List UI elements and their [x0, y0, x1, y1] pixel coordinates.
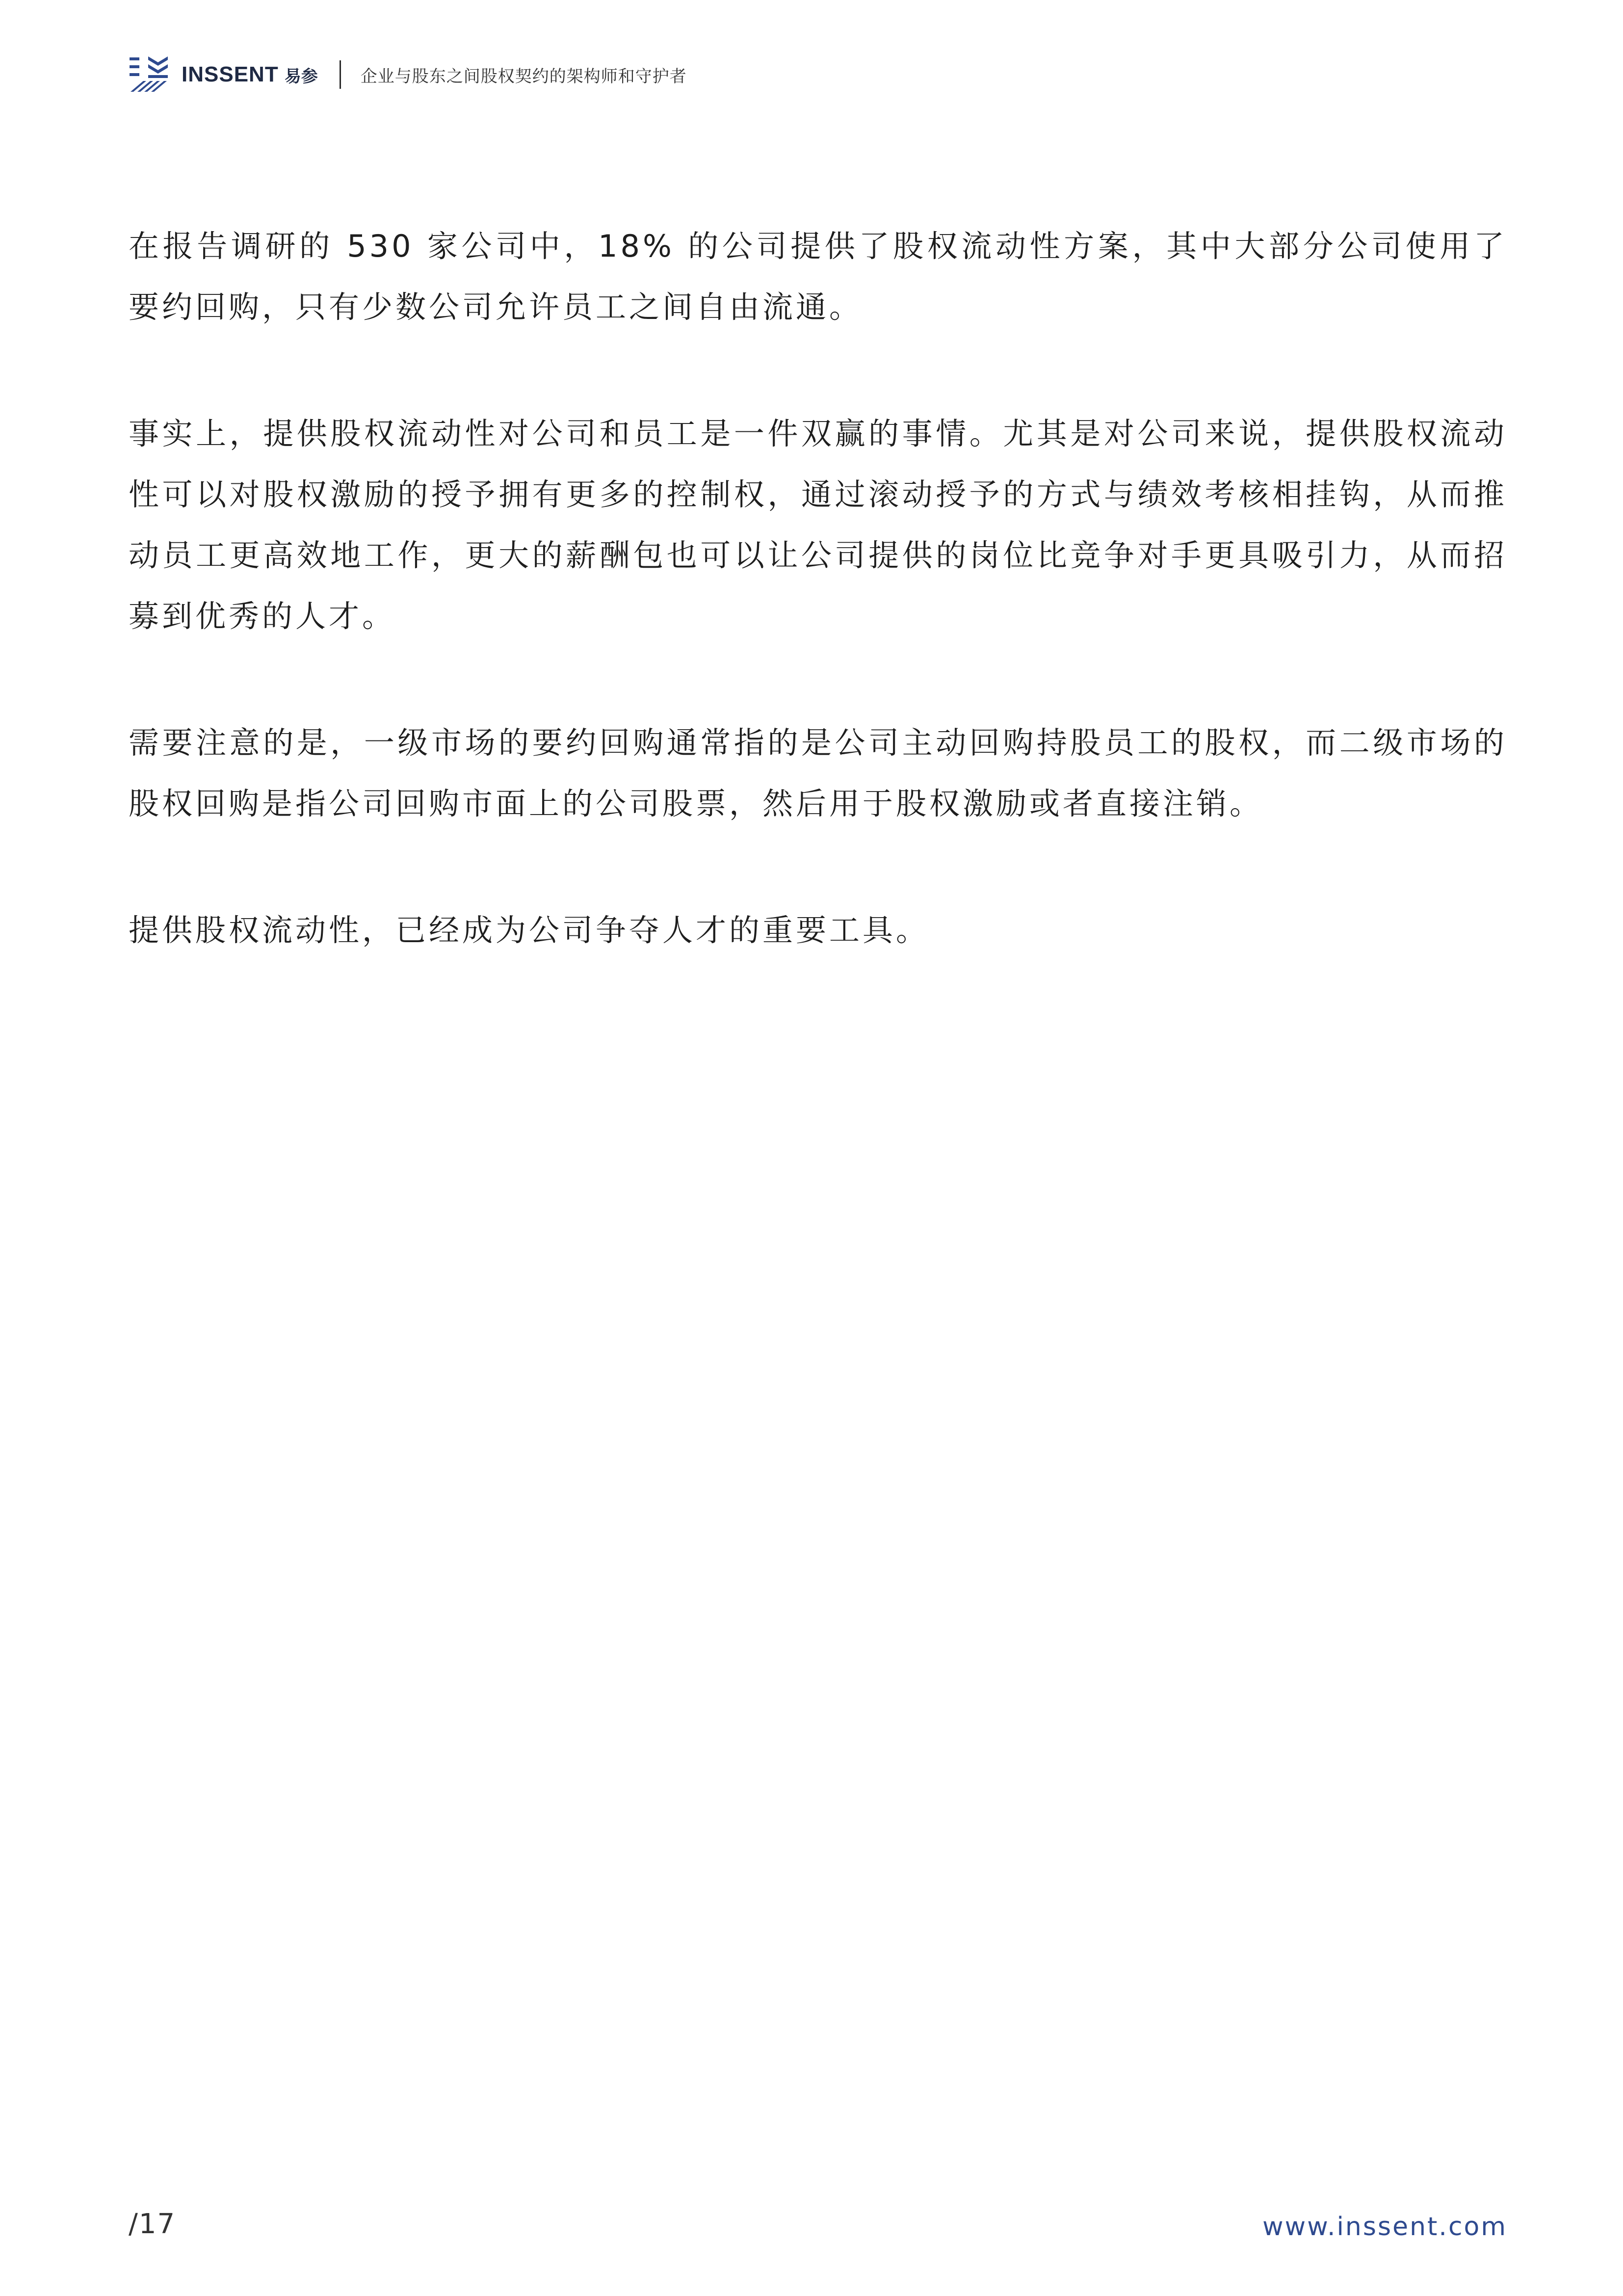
page-number: /17	[129, 2208, 176, 2240]
paragraph: 需要注意的是，一级市场的要约回购通常指的是公司主动回购持股员工的股权，而二级市场的股权回购是指公司回购市面上的公司股票，然后用于股权激励或者直接注销。	[129, 725, 1507, 821]
brand-name: INSSENT	[182, 62, 279, 86]
paragraph: 提供股权流动性，已经成为公司争夺人才的重要工具。	[129, 912, 930, 948]
insent-logo-icon	[129, 54, 169, 95]
website-link[interactable]: www.inssent.com	[1262, 2212, 1507, 2242]
page-header	[129, 55, 687, 94]
body-text	[129, 216, 1507, 1027]
paragraph: 在报告调研的 530 家公司中，18% 的公司提供了股权流动性方案，其中大部分公司使用了要约回购，只有少数公司允许员工之间自由流通。	[129, 228, 1507, 325]
header-tagline: 企业与股东之间股权契约的架构师和守护者	[360, 66, 687, 86]
paragraph: 事实上，提供股权流动性对公司和员工是一件双赢的事情。尤其是对公司来说，提供股权流动性可以对股权激励的授予拥有更多的控制权，通过滚动授予的方式与绩效考核相挂钩，从而推动员工更高效地工作，更大的薪酬包也可以让公司提供的岗位比竞争对手更具吸引力，从而招募到优秀的人才。	[129, 416, 1507, 634]
brand-name-chinese: 易参	[284, 66, 318, 86]
header-divider	[340, 60, 341, 89]
